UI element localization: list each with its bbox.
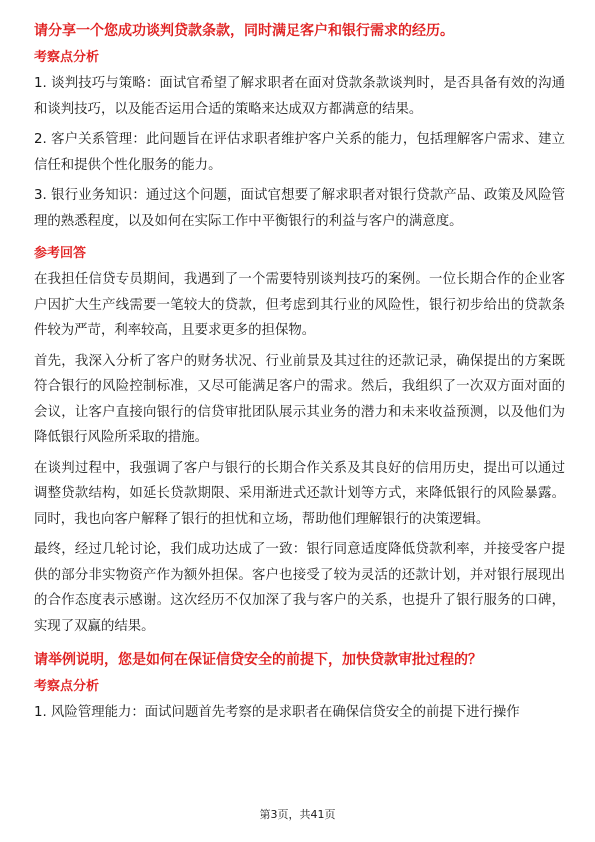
q1-answer-paragraph-2: 首先，我深入分析了客户的财务状况、行业前景及其过往的还款记录，确保提出的方案既符合银行的风险控制标准，又尽可能满足客户的需求。然后，我组织了一次双方面对面的会议，让客户直接向银行的信贷审批团队展示其业务的潜力和未来收益预测，以及他们为降低银行风险所采取的措施。 bbox=[34, 353, 565, 445]
q1-analysis-item-2: 2. 客户关系管理：此问题旨在评估求职者维护客户关系的能力，包括理解客户需求、建立信任和提供个性化服务的能力。 bbox=[34, 132, 565, 173]
q1-analysis-item-3: 3. 银行业务知识：通过这个问题，面试官想要了解求职者对银行贷款产品、政策及风险管理的熟悉程度，以及如何在实际工作中平衡银行的利益与客户的满意度。 bbox=[34, 188, 565, 229]
q1-answer-paragraph-4: 最终，经过几轮讨论，我们成功达成了一致：银行同意适度降低贷款利率，并接受客户提供的部分非实物资产作为额外担保。客户也接受了较为灵活的还款计划，并对银行展现出的合作态度表示感谢。这次经历不仅加深了我与客户的关系，也提升了银行服务的口碑，实现了双赢的结果。 bbox=[34, 542, 565, 634]
q2-analysis-item-1: 1. 风险管理能力：面试问题首先考察的是求职者在确保信贷安全的前提下进行操作 bbox=[34, 705, 520, 720]
question-2-title: 请举例说明，您是如何在保证信贷安全的前提下，加快贷款审批过程的？ bbox=[34, 652, 482, 668]
q1-analysis-item-1: 1. 谈判技巧与策略：面试官希望了解求职者在面对贷款条款谈判时，是否具备有效的沟通和谈判技巧，以及能否运用合适的策略来达成双方都满意的结果。 bbox=[34, 76, 565, 117]
q1-answer-paragraph-3: 在谈判过程中，我强调了客户与银行的长期合作关系及其良好的信用历史，提出可以通过调整贷款结构，如延长贷款期限、采用渐进式还款计划等方式，来降低银行的风险暴露。同时，我也向客户解释了银行的担忧和立场，帮助他们理解银行的决策逻辑。 bbox=[34, 460, 565, 527]
q2-analysis-heading: 考察点分析 bbox=[34, 679, 100, 694]
question-1-title: 请分享一个您成功谈判贷款条款，同时满足客户和银行需求的经历。 bbox=[34, 23, 454, 39]
q1-answer-paragraph-1: 在我担任信贷专员期间，我遇到了一个需要特别谈判技巧的案例。一位长期合作的企业客户因扩大生产线需要一笔较大的贷款，但考虑到其行业的风险性，银行初步给出的贷款条件较为严苛，利率较高，且要求更多的担保物。 bbox=[34, 272, 565, 338]
q1-analysis-heading: 考察点分析 bbox=[34, 50, 100, 65]
q1-answer-heading: 参考回答 bbox=[34, 246, 87, 261]
page-number: 第3页，共41页 bbox=[259, 808, 336, 821]
